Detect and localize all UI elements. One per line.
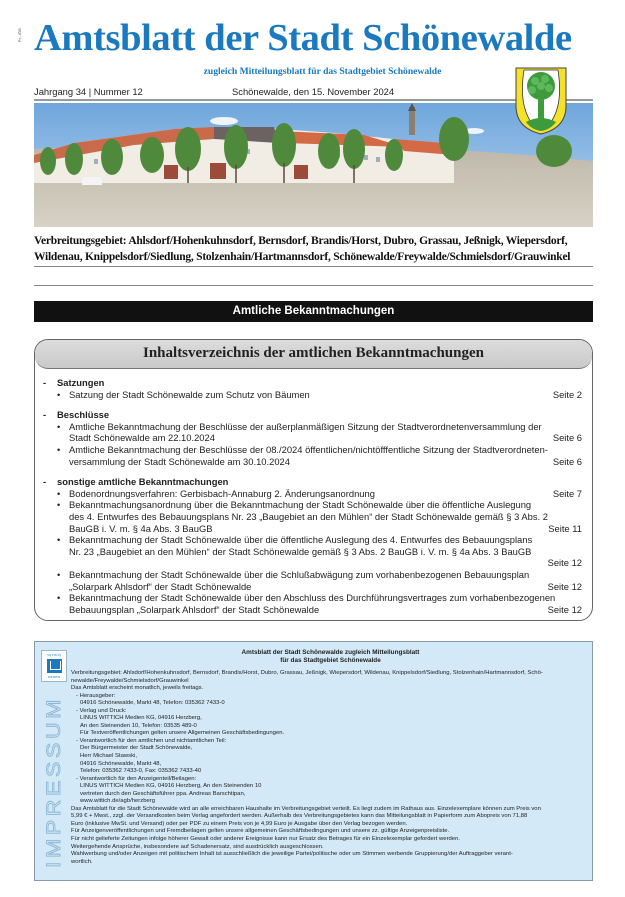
toc-entry-line — [69, 499, 582, 511]
toc-entry-text: Nr. 23 „Baugebiet an den Mühlen“ der Stadt Schönewalde gemäß § 3 Abs. 2 BauGB i. V. m. § 4a Abs. 3 BauGB — [69, 545, 532, 557]
toc-entry-line — [69, 581, 582, 593]
toc-entry[interactable] — [43, 488, 582, 500]
impressum-line: 04916 Schönewalde, Markt 48, — [80, 760, 162, 767]
impressum-line: - Verantwortlich für den Anzeigenteil/Beilagen: — [76, 775, 197, 782]
impressum-line: 04916 Schönewalde, Markt 48, Telefon: 035362 7433-0 — [80, 700, 225, 707]
impressum-line: Für nicht gelieferte Zeitungen infolge höherer Gewalt oder anderer Ereignisse kann nur Ersatz des Betrages für ein Einzelexemplar gefordert werden. — [71, 836, 460, 843]
toc-entry-text: Bebauungsplan „Solarpark Ahlsdorf“ der Stadt Schönewalde — [69, 603, 320, 615]
issue-date: Schönewalde, den 15. November 2024 — [232, 86, 395, 97]
toc-entry-line — [69, 592, 582, 604]
toc-page-number: Seite 12 — [547, 580, 582, 592]
toc-entry-line — [69, 546, 582, 558]
toc-page-number: Seite 12 — [547, 603, 582, 615]
impressum-line: Für Anzeigenveröffentlichungen und Fremdbeilagen gelten unsere allgemeinen Geschäftsbedingungen und unsere zz. gültige Anzeigenpreisliste. — [71, 828, 450, 835]
toc-entry-line — [69, 456, 582, 468]
impressum-line: Das Amtsblatt für die Stadt Schönewalde wird an alle erreichbaren Haushalte im Verbreitungsgebiet verteilt. Es liegt zudem im Rathaus aus. Einzelexemplare können zum Preis von — [71, 805, 541, 812]
toc-entry-line — [69, 523, 582, 535]
table-of-contents — [34, 339, 593, 621]
bullet-icon: • — [57, 499, 61, 511]
impressum-line: LINUS WITTICH Medien KG, 04916 Herzberg, — [80, 715, 202, 722]
toc-entry-line — [69, 421, 582, 433]
distribution-area — [34, 233, 594, 265]
toc-entry-text: Satzung der Stadt Schönewalde zum Schutz von Bäumen — [69, 388, 310, 400]
toc-page-number: Seite 7 — [552, 487, 582, 499]
toc-entry-line — [69, 488, 582, 500]
toc-entry[interactable] — [43, 534, 582, 569]
impressum-line: Der Bürgermeister der Stadt Schönewalde, — [80, 745, 193, 752]
print-code: Pr.-iÖB — [17, 28, 22, 43]
town-square-photo — [34, 103, 593, 227]
dash-marker: - — [43, 476, 47, 488]
toc-section-title — [43, 476, 582, 488]
bullet-icon: • — [57, 534, 61, 546]
toc-entry-line — [69, 534, 582, 546]
bullet-icon: • — [57, 487, 61, 499]
toc-entry-line — [69, 511, 582, 523]
impressum-line: Wahlwerbung und/oder Anzeigen mit politischem Inhalt ist ausschließlich die jeweilige Partei/politische oder um Stimmen werbende Gruppierung/der Auftraggeber verant- — [71, 851, 513, 858]
masthead-title: Amtsblatt der Stadt Schönewalde — [34, 17, 572, 59]
toc-section — [43, 377, 582, 400]
toc-entry-line — [69, 604, 582, 616]
impressum-title-line: Amtsblatt der Stadt Schönewalde zugleich Mitteilungsblatt — [241, 649, 420, 656]
toc-entry-text: des 4. Entwurfes des Bebauungsplans Nr. 23 „Baugebiet an den Mühlen“ der Stadt Schönewalde gemäß § 3 Abs. 2 — [69, 510, 548, 522]
toc-entry[interactable] — [43, 499, 582, 534]
wittich-medien-logo — [41, 650, 67, 682]
toc-page-number: Seite 2 — [552, 388, 582, 400]
bullet-icon: • — [57, 388, 61, 400]
logo-text-top: WITTICH — [47, 653, 61, 657]
impressum-line: Telefon: 035362 7433-0, Fax: 035362 7433-40 — [80, 768, 202, 775]
bullet-icon: • — [57, 568, 61, 580]
bullet-icon: • — [57, 443, 61, 455]
impressum-line: 5,99 € + Mwst., zzgl. der Versandkosten beim Verlag angefordert werden. Außerhalb des Verbreitungsgebietes kann das Mitteilungsblatt in Papierform zum Abopreis von 71,88 — [71, 813, 528, 820]
toc-entry[interactable] — [43, 421, 582, 444]
toc-entry-text: Bodenordnungsverfahren: Gerbisbach-Annaburg 2. Änderungsanordnung — [69, 487, 375, 499]
issue-number: Jahrgang 34 | Nummer 12 — [34, 86, 143, 97]
toc-section-title — [43, 409, 582, 421]
toc-page-number: Seite 11 — [548, 522, 582, 534]
bullet-icon: • — [57, 420, 61, 432]
impressum-line: Das Amtsblatt erscheint monatlich, jeweils freitags. — [71, 685, 204, 692]
impressum-line: - Verlag und Druck: — [76, 707, 127, 714]
toc-entry-text: „Solarpark Ahlsdorf“ der Stadt Schönewalde — [69, 580, 252, 592]
impressum-vertical-label — [40, 692, 68, 872]
toc-entry-line — [69, 444, 582, 456]
toc-entry-text: Bekanntmachungsanordnung über die Bekanntmachung der Stadt Schönewalde über die öffentliche Auslegung — [69, 499, 532, 511]
toc-section-title — [43, 377, 582, 389]
toc-entry[interactable] — [43, 569, 582, 592]
toc-entry-text: Bekanntmachung der Stadt Schönewalde über die Schlußabwägung zum vorhabenbezogenen Bebauungsplan — [69, 568, 530, 580]
toc-entry-text: versammlung der Stadt Schönewalde am 30.10.2024 — [69, 455, 290, 467]
toc-entry-line — [69, 557, 582, 569]
impressum-line: Weitergehende Ansprüche, insbesondere auf Schadenersatz, sind ausdrücklich ausgeschlossen. — [71, 843, 324, 850]
toc-section-label: sonstige amtliche Bekanntmachungen — [57, 476, 229, 488]
toc-section-label: Beschlüsse — [57, 409, 110, 421]
toc-entry-text: BauGB i. V. m. § 4a Abs. 3 BauGB — [69, 522, 213, 534]
toc-title: Inhaltsverzeichnis der amtlichen Bekanntmachungen — [35, 340, 592, 369]
toc-entry-line — [69, 569, 582, 581]
toc-section — [43, 409, 582, 467]
toc-entry[interactable] — [43, 444, 582, 467]
toc-entry[interactable] — [43, 592, 582, 615]
toc-entry-text: Bekanntmachung der Stadt Schönewalde über die öffentliche Auslegung des 4. Entwurfes des Bebauungsplans — [69, 534, 533, 546]
impressum-title — [69, 649, 592, 665]
impressum-line: Euro (inklusive MwSt. und Versand) oder per PDF zu einem Preis von je 4,99 Euro je Ausgabe über den Verlag bezogen werden. — [71, 820, 408, 827]
impressum-line: LINUS WITTICH Medien KG, 04916 Herzberg, An den Steinenden 10 — [80, 783, 262, 790]
toc-entry-text: Bekanntmachung der Stadt Schönewalde über den Abschluss des Durchführungsvertrages zum vorhabenbezogenen — [69, 592, 556, 604]
impressum-title-line: für das Stadtgebiet Schönewalde — [280, 657, 381, 664]
logo-text-bottom: MEDIEN — [47, 675, 61, 679]
toc-page-number: Seite 6 — [552, 455, 582, 467]
bullet-icon: • — [57, 592, 61, 604]
impressum-line: wortlich. — [71, 858, 93, 865]
masthead-subtitle: zugleich Mitteilungsblatt für das Stadtgebiet Schönewalde — [203, 66, 442, 77]
agb-link[interactable]: www.wittich.de/agb/herzberg — [80, 798, 155, 805]
impressum-line: - Herausgeber: — [76, 692, 116, 699]
impressum-line: - Verantwortlich für den amtlichen und nichtamtlichen Teil: — [76, 737, 227, 744]
toc-entry-line — [69, 389, 582, 401]
header-rule — [34, 99, 593, 101]
impressum-line: Herr Michael Stawski, — [80, 753, 137, 760]
impressum-line: vertreten durch den Geschäftsführer ppa. Andreas Barschtipan, — [80, 790, 246, 797]
toc-page-number: Seite 12 — [547, 557, 582, 569]
toc-entry-text: Stadt Schönewalde am 22.10.2024 — [69, 432, 215, 444]
dash-marker: - — [43, 409, 47, 421]
divider — [34, 266, 593, 267]
divider — [34, 285, 593, 286]
impressum-label-text: IMPRESSUM — [44, 725, 65, 868]
impressum-body — [71, 670, 586, 866]
impressum-line: An den Steinenden 10, Telefon: 03535 489-0 — [80, 722, 197, 729]
distribution-area-line: Wildenau, Knippelsdorf/Siedlung, Stolzenhain/Hartmannsdorf, Schönewalde/Freywalde/Schmielsdorf/Grauwinkel — [34, 251, 571, 263]
impressum-box — [34, 641, 593, 881]
coat-of-arms-logo — [514, 66, 568, 136]
section-banner: Amtliche Bekanntmachungen — [34, 301, 593, 322]
toc-entry-line — [69, 432, 582, 444]
toc-entry-text: Amtliche Bekanntmachung der Beschlüsse der außerplanmäßigen Sitzung der Stadtverordnetenversammlung der — [69, 420, 542, 432]
dash-marker: - — [43, 377, 47, 388]
logo-mark-icon — [47, 659, 62, 673]
toc-body — [35, 369, 592, 615]
toc-entry[interactable] — [43, 389, 582, 401]
impressum-line: Verbreitungsgebiet: Ahlsdorf/Hohenkuhnsdorf, Bernsdorf, Brandis/Horst, Dubro, Grassau, Jeßnigk, Wiepersdorf, Wildenau, Knippelsdorf/Siedlung, Stolzenhain/Hartmannsdorf, Schö- — [71, 670, 543, 676]
toc-page-number: Seite 6 — [552, 432, 582, 444]
impressum-line: newalde/Freywalde/Schmielsdorf/Grauwinkel — [71, 677, 189, 684]
distribution-area-line: Verbreitungsgebiet: Ahlsdorf/Hohenkuhnsdorf, Bernsdorf, Brandis/Horst, Dubro, Grassau, Jeßnigk, Wiepersdorf, — [34, 235, 568, 247]
toc-section-label: Satzungen — [57, 377, 105, 388]
toc-section — [43, 476, 582, 615]
impressum-line: Für Textveröffentlichungen gelten unsere Allgemeinen Geschäftsbedingungen. — [80, 730, 285, 737]
toc-entry-text: Amtliche Bekanntmachung der Beschlüsse der 08./2024 öffentlichen/nichtöfffentliche Sitzung der Stadtverordneten- — [69, 443, 548, 455]
